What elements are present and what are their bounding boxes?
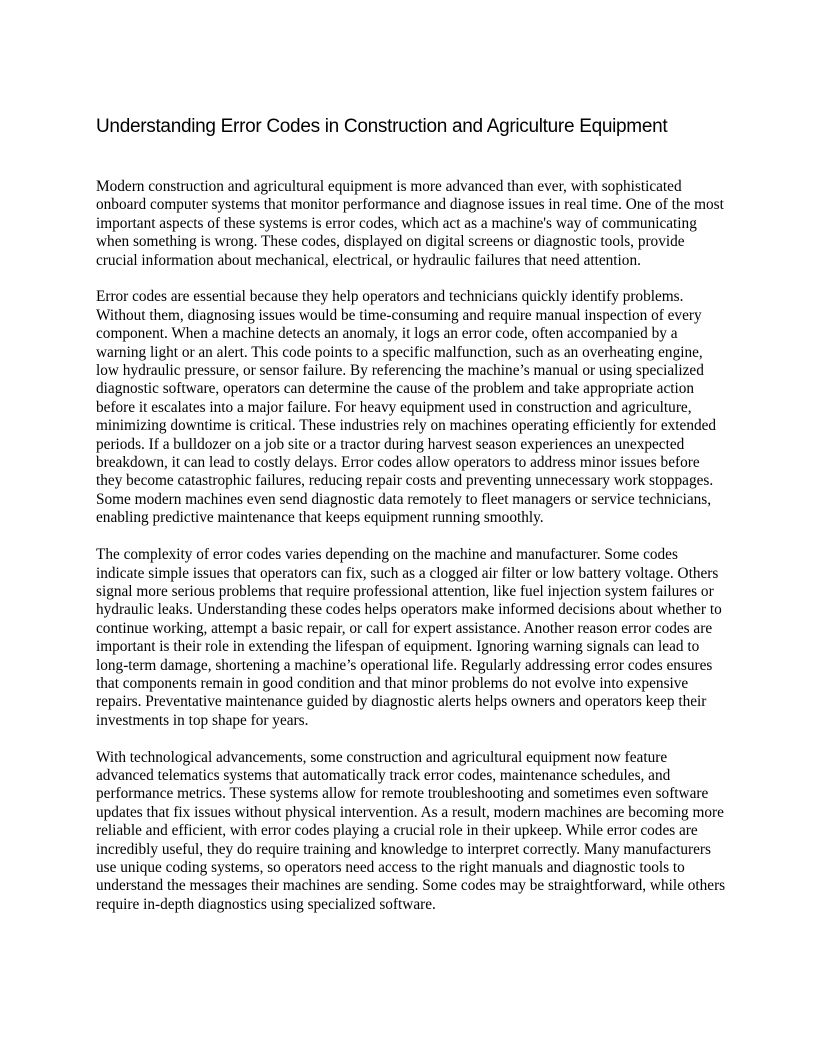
paragraph: Modern construction and agricultural equipment is more advanced than ever, with sophisticated onboard computer systems that monitor performance and diagnose issues in real time. One of the most important aspects of these systems is error codes, which act as a machine's way of communicating when something is wrong. These codes, displayed on digital screens or diagnostic tools, provide crucial information about mechanical, electrical, or hydraulic failures that need attention.	[96, 178, 724, 269]
document-title: Understanding Error Codes in Construction and Agriculture Equipment	[96, 116, 668, 137]
paragraph: The complexity of error codes varies depending on the machine and manufacturer. Some codes indicate simple issues that operators can fix, such as a clogged air filter or low battery voltage. Others signal more serious problems that require professional attention, like fuel injection system failures or hydraulic leaks. Understanding these codes helps operators make informed decisions about whether to continue working, attempt a basic repair, or call for expert assistance. Another reason error codes are important is their role in extending the lifespan of equipment. Ignoring warning signals can lead to long-term damage, shortening a machine’s operational life. Regularly addressing error codes ensures that components remain in good condition and that minor problems do not evolve into expensive repairs. Preventative maintenance guided by diagnostic alerts helps owners and operators keep their investments in top shape for years.	[96, 546, 722, 729]
paragraph: With technological advancements, some construction and agricultural equipment now feature advanced telematics systems that automatically track error codes, maintenance schedules, and performance metrics. These systems allow for remote troubleshooting and sometimes even software updates that fix issues without physical intervention. As a result, modern machines are becoming more reliable and efficient, with error codes playing a crucial role in their upkeep. While error codes are incredibly useful, they do require training and knowledge to interpret correctly. Many manufacturers use unique coding systems, so operators need access to the right manuals and diagnostic tools to understand the messages their machines are sending. Some codes may be straightforward, while others require in-depth diagnostics using specialized software.	[96, 748, 726, 913]
paragraph: Error codes are essential because they help operators and technicians quickly identify problems. Without them, diagnosing issues would be time-consuming and require manual inspection of every component. When a machine detects an anomaly, it logs an error code, often accompanied by a warning light or an alert. This code points to a specific malfunction, such as an overheating engine, low hydraulic pressure, or sensor failure. By referencing the machine’s manual or using specialized diagnostic software, operators can determine the cause of the problem and take appropriate action before it escalates into a major failure. For heavy equipment used in construction and agriculture, minimizing downtime is critical. These industries rely on machines operating efficiently for extended periods. If a bulldozer on a job site or a tractor during harvest season experiences an unexpected breakdown, it can lead to costly delays. Error codes allow operators to address minor issues before they become catastrophic failures, reducing repair costs and preventing unnecessary work stoppages. Some modern machines even send diagnostic data remotely to fleet managers or service technicians, enabling predictive maintenance that keeps equipment running smoothly.	[96, 288, 717, 527]
document-body	[96, 178, 726, 933]
